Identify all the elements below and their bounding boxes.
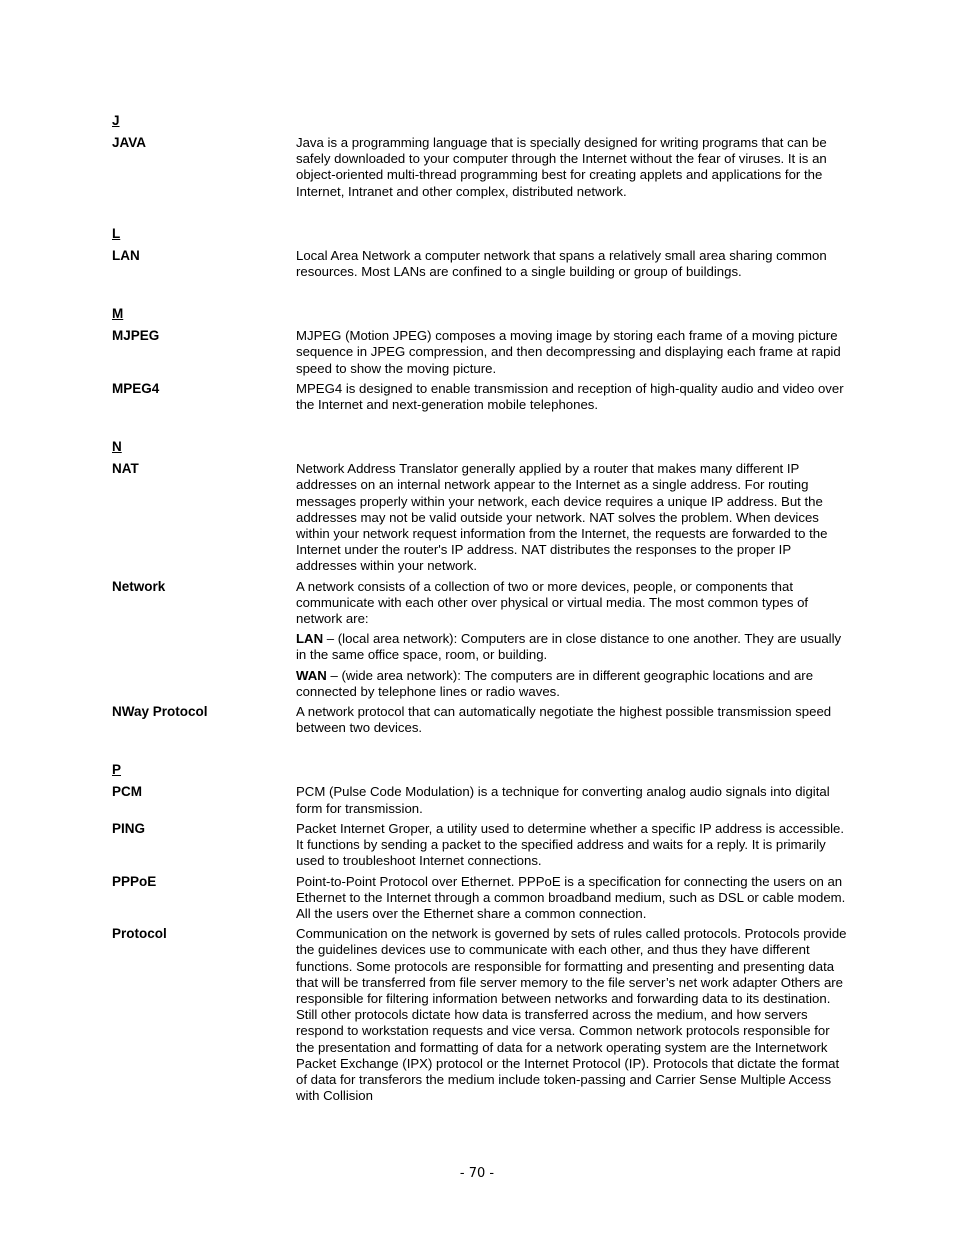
section-letter-l: L bbox=[112, 225, 121, 241]
definition-ping bbox=[296, 821, 847, 870]
definition-pppoe-text: Point-to-Point Protocol over Ethernet. PPPoE is a specification for connecting the users on an Ethernet to the Internet through a common broadband medium, such as DSL or cable modem. All the users over the Ethernet share a common connection. bbox=[296, 873, 846, 921]
glossary-entry-java bbox=[112, 135, 847, 200]
definition-nway bbox=[296, 704, 847, 736]
section-p bbox=[112, 762, 847, 1104]
definition-mpeg4-text: MPEG4 is designed to enable transmission and reception of high-quality audio and video over the Internet and next-generation mobile telephones. bbox=[296, 380, 844, 413]
definition-network bbox=[296, 579, 847, 700]
glossary bbox=[112, 113, 847, 1130]
definition-pppoe bbox=[296, 874, 847, 923]
section-j bbox=[112, 113, 847, 200]
term-nat: NAT bbox=[112, 461, 139, 477]
definition-ping-text: Packet Internet Groper, a utility used to determine whether a specific IP address is accessible. It functions by sending a packet to the specified address and waits for a reply. It is primarily used to troubleshoot Internet connections. bbox=[296, 820, 845, 869]
term-pppoe: PPPoE bbox=[112, 873, 157, 889]
section-letter-m: M bbox=[112, 306, 124, 322]
term-ping: PING bbox=[112, 820, 146, 836]
glossary-entry-ping bbox=[112, 821, 847, 870]
term-mjpeg: MJPEG bbox=[112, 328, 160, 344]
term-network: Network bbox=[112, 578, 166, 594]
definition-lan-text: Local Area Network a computer network that spans a relatively small area sharing common resources. Most LANs are confined to a single building or group of buildings. bbox=[296, 247, 827, 280]
network-wan-text: – (wide area network): The computers are in different geographic locations and are connected by telephone lines or radio waves. bbox=[296, 667, 814, 699]
section-l bbox=[112, 226, 847, 280]
glossary-entry-nat bbox=[112, 461, 847, 574]
definition-nway-text: A network protocol that can automatically negotiate the highest possible transmission speed between two devices. bbox=[296, 704, 832, 736]
definition-pcm-text: PCM (Pulse Code Modulation) is a technique for converting analog audio signals into digital form for transmission. bbox=[296, 784, 830, 816]
glossary-entry-pppoe bbox=[112, 874, 847, 923]
section-letter-n: N bbox=[112, 439, 122, 455]
definition-network-lan bbox=[296, 631, 847, 663]
definition-mpeg4 bbox=[296, 381, 847, 413]
network-lan-label: LAN bbox=[296, 631, 324, 647]
network-lan-text: – (local area network): Computers are in close distance to one another. They are usually in the same office space, room, or building. bbox=[296, 631, 842, 663]
definition-network-text: A network consists of a collection of two or more devices, people, or components that communicate with each other over physical or virtual media. The most common types of network are: bbox=[296, 578, 809, 627]
glossary-entry-mjpeg bbox=[112, 328, 847, 377]
section-n bbox=[112, 439, 847, 736]
section-letter-j: J bbox=[112, 113, 120, 128]
definition-nat-text: Network Address Translator generally applied by a router that makes many different IP addresses on an internal network appear to the Internet as a single address. For routing messages properly within your network, each device requires a unique IP address. But the addresses may not be valid outside your network. NAT solves the problem. When devices within your network request information from the Internet, the requests are forwarded to the Internet under the router's IP address. NAT distributes the responses to the proper IP addresses within your network. bbox=[296, 461, 828, 574]
page-number: - 70 - bbox=[459, 1166, 495, 1181]
glossary-entry-mpeg4 bbox=[112, 381, 847, 413]
term-mpeg4: MPEG4 bbox=[112, 380, 160, 396]
glossary-entry-pcm bbox=[112, 784, 847, 816]
definition-protocol bbox=[296, 926, 847, 1104]
glossary-entry-protocol bbox=[112, 926, 847, 1104]
network-wan-label: WAN bbox=[296, 667, 327, 683]
definition-mjpeg bbox=[296, 328, 847, 377]
glossary-entry-network bbox=[112, 579, 847, 700]
definition-lan bbox=[296, 248, 847, 280]
term-java: JAVA bbox=[112, 135, 147, 150]
definition-nat bbox=[296, 461, 847, 574]
term-protocol: Protocol bbox=[112, 926, 167, 942]
term-lan: LAN bbox=[112, 247, 140, 263]
section-m bbox=[112, 306, 847, 413]
term-nway: NWay Protocol bbox=[112, 704, 208, 720]
glossary-entry-nway bbox=[112, 704, 847, 736]
section-letter-p: P bbox=[112, 762, 122, 778]
definition-java bbox=[296, 135, 847, 200]
definition-java-text: Java is a programming language that is specially designed for writing programs that can be safely downloaded to your computer through the Internet without the fear of viruses. It is an object-oriented multi-thread programming best for creating applets and applications for the Internet, Intranet and other complex, distributed network. bbox=[296, 135, 827, 199]
definition-network-wan bbox=[296, 668, 847, 700]
definition-mjpeg-text: MJPEG (Motion JPEG) composes a moving image by storing each frame of a moving picture sequence in JPEG compression, and then decompressing and displaying each frame at rapid speed to show the moving picture. bbox=[296, 328, 841, 376]
glossary-entry-lan bbox=[112, 248, 847, 280]
term-pcm: PCM bbox=[112, 784, 142, 800]
definition-pcm bbox=[296, 784, 847, 816]
definition-protocol-text: Communication on the network is governed by sets of rules called protocols. Protocols provide the guidelines devices use to communicate with each other, and thus they have different functions. Some protocols are responsible for formatting and presenting and presenting data that will be transferred from file server memory to the file server’s net work adapter Others are responsible for filtering information between networks and forwarding data to its destination. Still other protocols dictate how data is transferred across the medium, and how servers respond to workstation requests and vice versa. Common network protocols responsible for the presentation and formatting of data for a network operating system are the Internetwork Packet Exchange (IPX) protocol or the Internet Protocol (IP). Protocols that dictate the format of data for transferors the medium include token-passing and Carrier Sense Multiple Access with Collision bbox=[296, 926, 847, 1104]
